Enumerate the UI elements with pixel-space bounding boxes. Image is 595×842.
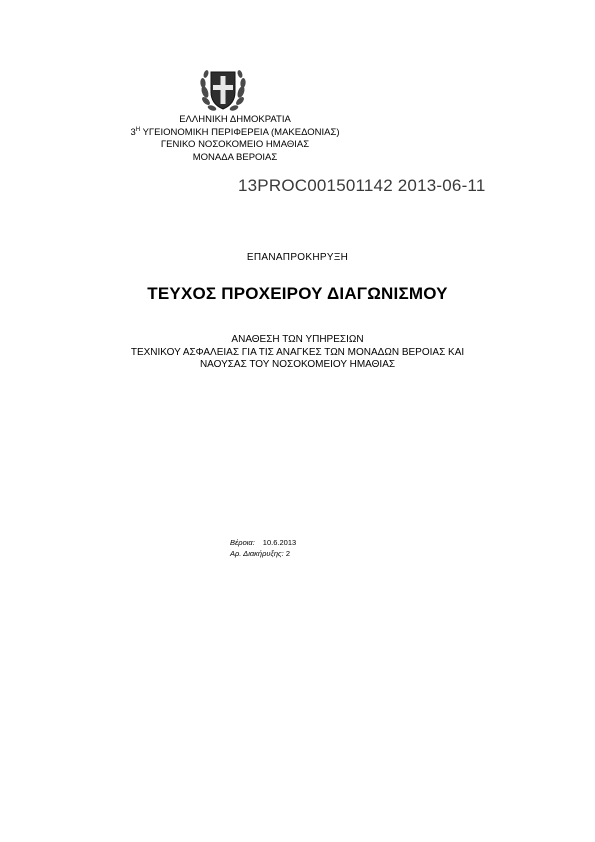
subject-line-3: ΝΑΟΥΣΑΣ ΤΟΥ ΝΟΣΟΚΟΜΕΙΟΥ ΗΜΑΘΙΑΣ [199,359,396,370]
region-name: ΥΓΕΙΟΝΟΜΙΚΗ ΠΕΡΙΦΕΡΕΙΑ (ΜΑΚΕΔΟΝΙΑΣ) [142,126,340,138]
page-title: ΤΕΥΧΟΣ ΠΡΟΧΕΙΡΟΥ ΔΙΑΓΩΝΙΣΜΟΥ [147,284,448,303]
meta-notice-row [230,548,296,559]
subject-line-1: ΑΝΑΘΕΣΗ ΤΩΝ ΥΠΗΡΕΣΙΩΝ [231,334,364,345]
issuing-authority-header [60,114,410,164]
subject-line-2: ΤΕΧΝΙΚΟΥ ΑΣΦΑΛΕΙΑΣ ΓΙΑ ΤΙΣ ΑΝΑΓΚΕΣ ΤΩΝ ΜΟΝΑΔΩΝ ΒΕΡΟΙΑΣ ΚΑΙ [130,346,465,358]
date-value: 10.6.2013 [262,538,297,547]
header-line-hospital: ΓΕΝΙΚΟ ΝΟΣΟΚΟΜΕΙΟ ΗΜΑΘΙΑΣ [160,139,310,150]
document-id-stamp: 13PROC001501142 2013-06-11 [238,176,486,195]
document-meta [230,537,296,559]
header-line-republic: ΕΛΛΗΝΙΚΗ ΔΗΜΟΚΡΑΤΙΑ [179,114,291,125]
date-label: Βέροια: [230,538,255,547]
header-line-unit: ΜΟΝΑΔΑ ΒΕΡΟΙΑΣ [192,151,278,163]
notice-number-label: Αρ. Διακήρυξης: [230,549,284,558]
region-number: 3 [130,126,136,138]
header-line-health-region [60,127,410,140]
notice-number-value: 2 [285,549,291,558]
greek-coat-of-arms-emblem-icon [196,62,250,116]
meta-date-row [230,537,296,548]
reissue-label: ΕΠΑΝΑΠΡΟΚΗΡΥΞΗ [246,252,349,263]
region-superscript: Η [135,126,141,133]
tender-subject [0,334,595,372]
